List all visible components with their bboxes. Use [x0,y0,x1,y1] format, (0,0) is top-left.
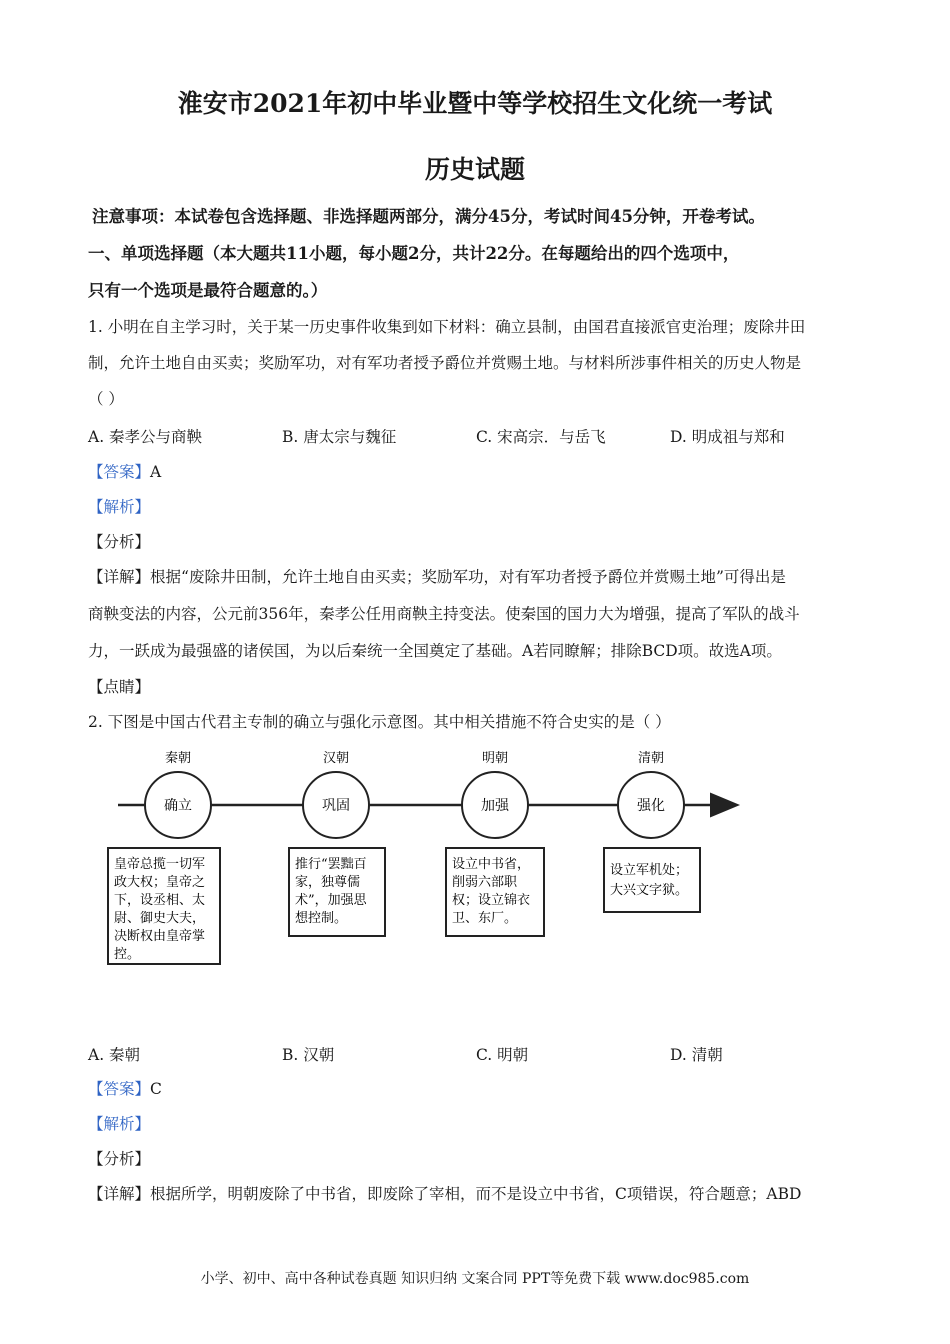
measure-line: 设立军机处； [610,863,689,878]
exam-subtitle: 历史试题 [424,155,525,184]
measure-box [604,848,700,912]
measure-line: 设立中书省， [452,857,531,872]
dynasty-label: 明朝 [481,751,509,766]
q1-stem-line2: 制，允许土地自由买卖；奖励军功，对有军功者授予爵位并赏赐土地。与材料所涉事件相关的历史人物是 [88,354,802,372]
detail-label: 【详解】 [88,1185,151,1203]
q1-option-d: D. 明成祖与郑和 [670,428,785,446]
section-heading-line1: 一、单项选择题（本大题共11小题，每小题2分，共计22分。在每题给出的四个选项中， [88,244,740,263]
measure-line: 政大权；皇帝之 [114,875,206,890]
answer-label: 【答案】 [88,1080,151,1098]
q1-stem-line3: （ ） [88,390,124,408]
notice-line: 注意事项：本试卷包含选择题、非选择题两部分，满分45分，考试时间45分钟，开卷考试。 [92,207,765,226]
detail-text: 根据所学，明朝废除了中书省，即废除了宰相，而不是设立中书省，C项错误，符合题意；ABD [150,1185,802,1203]
node-qin [108,750,220,964]
measure-line: 控。 [114,947,141,962]
measure-line: 想控制。 [295,911,348,926]
measure-line: 推行“罢黜百 [295,857,367,872]
q2-option-b: B. 汉朝 [282,1046,335,1064]
q1-option-b: B. 唐太宗与魏征 [282,428,397,446]
q2-fenxi-label: 【分析】 [88,1150,151,1168]
exam-title: 淮安市2021年初中毕业暨中等学校招生文化统一考试 [177,89,773,118]
q1-fenxi-label: 【分析】 [88,533,151,551]
q1-analysis-label: 【解析】 [88,498,151,516]
q1-answer [88,461,868,483]
q2-stem-line1: 2. 下图是中国古代君主专制的确立与强化示意图。其中相关措施不符合史实的是（ ） [88,713,671,731]
stage-label: 加强 [481,798,509,814]
q1-detail-line1 [88,566,868,588]
node-ming [446,750,544,936]
q1-option-c: C. 宋高宗．与岳飞 [476,428,606,446]
stage-label: 强化 [637,798,665,814]
q2-analysis-label: 【解析】 [88,1115,151,1133]
page-footer: 小学、初中、高中各种试卷真题 知识归纳 文案合同 PPT等免费下载 www.doc985.com [200,1271,750,1287]
section-heading-line2: 只有一个选项是最符合题意的。） [88,281,328,300]
stage-label: 确立 [164,798,192,814]
q2-option-a: A. 秦朝 [88,1046,141,1064]
q2-option-d: D. 清朝 [670,1046,723,1064]
q2-option-c: C. 明朝 [476,1046,529,1064]
q2-answer [88,1078,868,1100]
detail-text: 根据“废除井田制，允许土地自由买卖；奖励军功，对有军功者授予爵位并赏赐土地”可得出是 [150,568,786,586]
stage-label: 巩固 [322,798,350,814]
measure-line: 权；设立锦衣 [452,893,531,908]
measure-line: 下，设丞相、太 [114,893,206,908]
answer-value: A [150,463,162,481]
measure-line: 皇帝总揽一切军 [114,857,206,872]
dynasty-label: 清朝 [637,751,665,766]
q1-detail-line2: 商鞅变法的内容，公元前356年，秦孝公任用商鞅主持变法。使秦国的国力大为增强，提高了军队的战斗 [88,605,800,623]
measure-line: 家，独尊儒 [295,875,361,890]
answer-label: 【答案】 [88,463,151,481]
q2-detail-line1 [88,1183,868,1205]
q1-stem-line1: 1. 小明在自主学习时，关于某一历史事件收集到如下材料：确立县制，由国君直接派官吏治理；废除井田 [88,318,806,336]
q1-dianjing-label: 【点睛】 [88,678,151,696]
dynasty-label: 秦朝 [164,751,192,766]
detail-label: 【详解】 [88,568,151,586]
measure-line: 削弱六部职 [452,875,518,890]
node-han [289,750,385,936]
measure-line: 决断权由皇帝掌 [114,929,206,944]
measure-line: 卫、东厂。 [452,911,518,926]
measure-line: 尉、御史大夫， [114,911,206,926]
measure-line: 大兴文字狱。 [610,883,689,898]
answer-value: C [150,1080,162,1098]
node-qing [604,750,700,912]
measure-line: 术”，加强思 [295,893,367,908]
dynasty-label: 汉朝 [322,751,350,766]
q2-diagram [0,742,950,992]
q1-detail-line3: 力，一跃成为最强盛的诸侯国，为以后秦统一全国奠定了基础。A若同瞭解；排除BCD项。故选A项。 [88,642,782,660]
q1-option-a: A. 秦孝公与商鞅 [88,428,203,446]
